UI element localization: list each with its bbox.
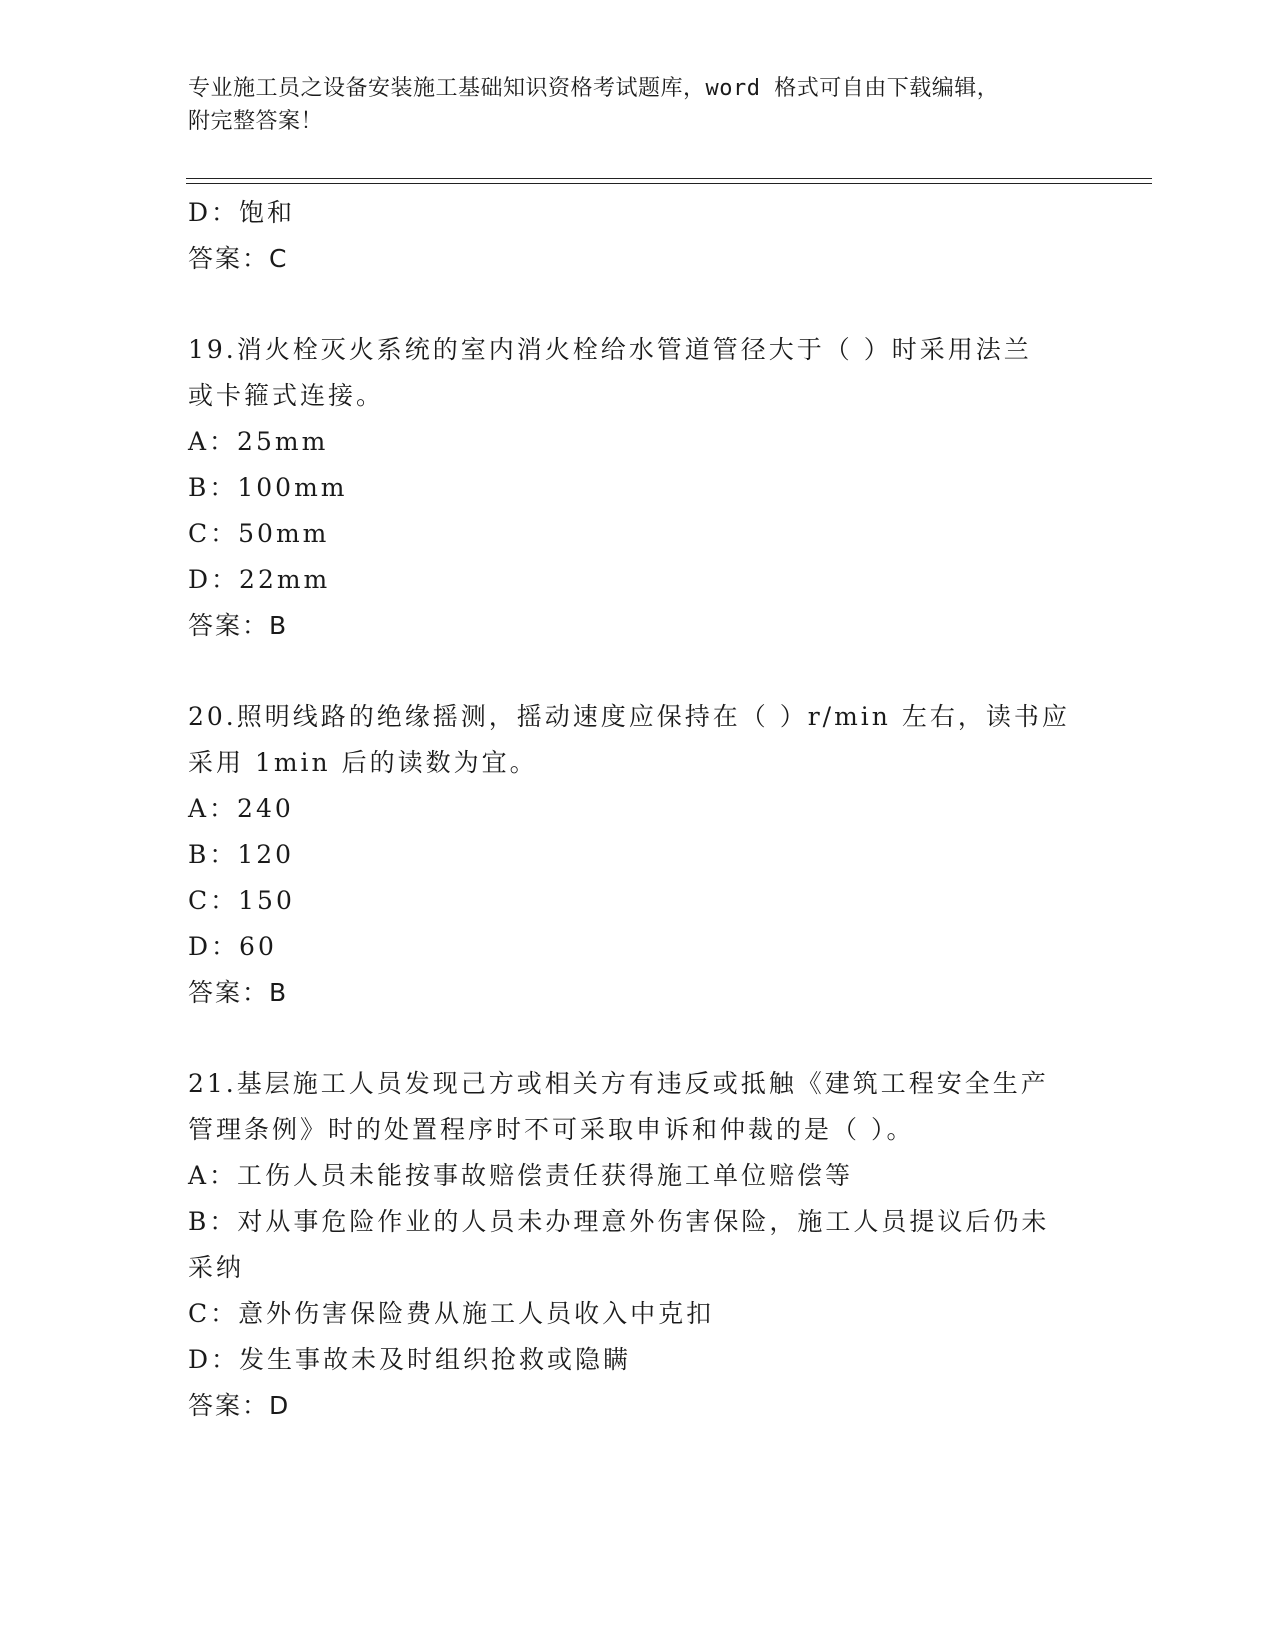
- header-line-1: 专业施工员之设备安装施工基础知识资格考试题库，word 格式可自由下载编辑，: [188, 76, 1000, 101]
- header-rule-top: [186, 178, 1152, 179]
- prev-answer: 答案：C: [188, 244, 289, 273]
- spacer: [188, 282, 1088, 327]
- option-d: D：60: [188, 932, 277, 961]
- prev-option-d: D：饱和: [188, 198, 296, 227]
- option-d: D：发生事故未及时组织抢救或隐瞒: [188, 1345, 632, 1374]
- option-b: B：120: [188, 840, 295, 869]
- question-stem: 21.基层施工人员发现己方或相关方有违反或抵触《建筑工程安全生产: [188, 1069, 1049, 1098]
- document-header: [188, 72, 1088, 138]
- question-stem-cont: 采用 1min 后的读数为宜。: [188, 748, 538, 777]
- answer: 答案：B: [188, 978, 289, 1007]
- question-stem-cont: 管理条例》时的处置程序时不可采取申诉和仲裁的是（ ）。: [188, 1115, 915, 1144]
- header-rule-bottom: [186, 183, 1152, 184]
- option-a: A：240: [188, 794, 294, 823]
- option-c: C：150: [188, 886, 295, 915]
- option-b: B：对从事危险作业的人员未办理意外伤害保险，施工人员提议后仍未: [188, 1207, 1050, 1236]
- option-b-cont: 采纳: [188, 1253, 245, 1282]
- question-19: [188, 327, 1088, 649]
- question-stem: 19.消火栓灭火系统的室内消火栓给水管道管径大于（ ）时采用法兰: [188, 335, 1032, 364]
- option-d: D：22mm: [188, 565, 331, 594]
- question-21: [188, 1061, 1088, 1429]
- spacer: [188, 649, 1088, 694]
- question-20: [188, 694, 1088, 1016]
- question-stem-cont: 或卡箍式连接。: [188, 381, 385, 410]
- option-c: C：50mm: [188, 519, 330, 548]
- option-c: C：意外伤害保险费从施工人员收入中克扣: [188, 1299, 715, 1328]
- answer: 答案：B: [188, 611, 289, 640]
- option-b: B：100mm: [188, 473, 348, 502]
- option-a: A：工伤人员未能按事故赔偿责任获得施工单位赔偿等: [188, 1161, 854, 1190]
- option-a: A：25mm: [188, 427, 329, 456]
- answer: 答案：D: [188, 1391, 291, 1420]
- spacer: [188, 1016, 1088, 1061]
- header-line-2: 附完整答案！: [188, 109, 324, 134]
- question-content: [188, 190, 1088, 1429]
- question-stem: 20.照明线路的绝缘摇测，摇动速度应保持在（ ）r/min 左右，读书应: [188, 702, 1070, 731]
